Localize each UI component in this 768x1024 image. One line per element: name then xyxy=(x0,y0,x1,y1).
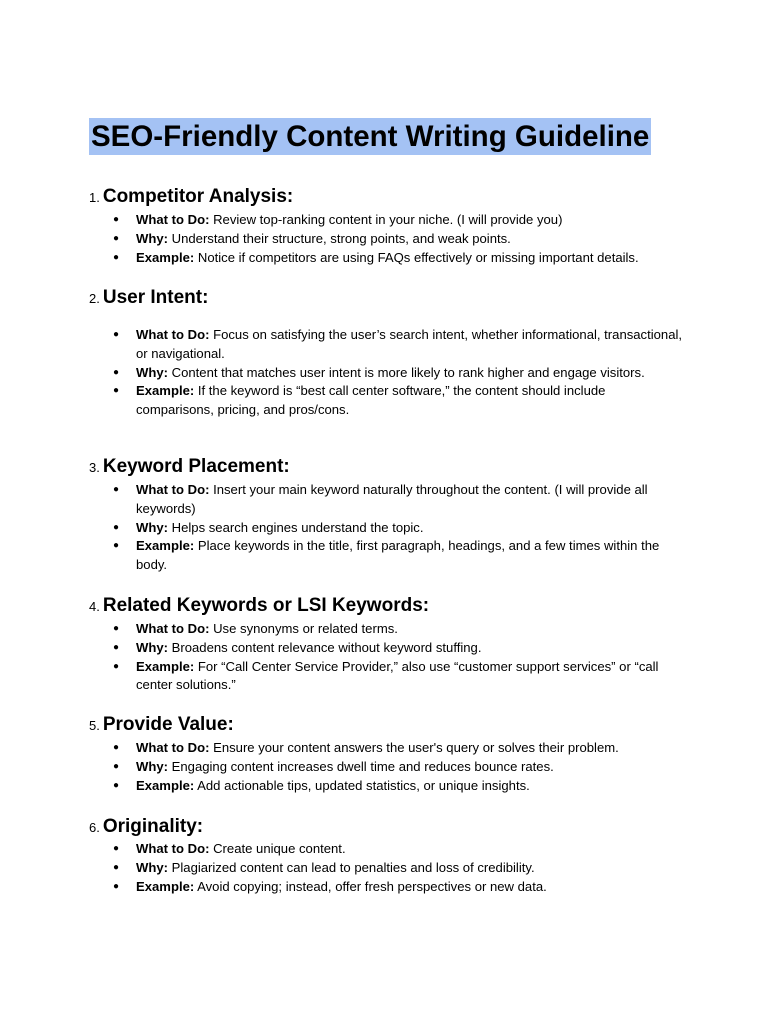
bullet-icon: ● xyxy=(113,641,120,653)
item-label: Example: xyxy=(136,777,195,793)
item-label: Example: xyxy=(136,249,195,265)
item-label: Why: xyxy=(136,519,168,535)
item-label: Example: xyxy=(136,538,195,554)
bullet-list xyxy=(0,481,768,575)
item-label: Why: xyxy=(136,230,168,246)
bullet-icon: ● xyxy=(113,760,120,772)
item-text: Create unique content. xyxy=(213,841,346,856)
list-item xyxy=(0,364,684,383)
item-label: What to Do: xyxy=(136,212,210,227)
item-text: Content that matches user intent is more likely to rank higher and engage visitors. xyxy=(171,364,645,380)
section-title: Provide Value: xyxy=(102,714,234,735)
section-number: 4. xyxy=(89,599,100,614)
bullet-icon: ● xyxy=(113,779,120,791)
item-label: Example: xyxy=(136,878,195,894)
section-heading xyxy=(89,713,234,737)
list-item xyxy=(0,840,684,859)
item-label: Why: xyxy=(136,859,168,875)
section-title: User Intent: xyxy=(102,287,209,308)
section-title: Related Keywords or LSI Keywords: xyxy=(102,595,430,616)
item-label: Why: xyxy=(136,639,168,655)
bullet-list xyxy=(0,739,768,795)
list-item xyxy=(0,537,684,575)
section-title: Keyword Placement: xyxy=(102,456,290,477)
list-item xyxy=(0,878,684,897)
section-title: Competitor Analysis: xyxy=(102,186,294,207)
section-number: 5. xyxy=(89,718,100,733)
list-item xyxy=(0,211,684,230)
list-item xyxy=(0,620,684,639)
section-number: 1. xyxy=(89,190,100,205)
list-item xyxy=(0,481,684,519)
bullet-icon: ● xyxy=(113,385,120,397)
list-item xyxy=(0,658,684,696)
item-label: What to Do: xyxy=(136,482,210,497)
item-text: If the keyword is “best call center software,” the content should include comparisons, pricing, and pros/cons. xyxy=(136,383,606,418)
item-label: What to Do: xyxy=(136,327,210,342)
section-heading xyxy=(89,185,293,209)
item-label: What to Do: xyxy=(136,740,210,755)
item-text: Place keywords in the title, first paragraph, headings, and a few times within the body. xyxy=(136,538,660,573)
item-label: What to Do: xyxy=(136,841,210,856)
item-text: Add actionable tips, updated statistics, or unique insights. xyxy=(197,777,530,793)
item-text: Review top-ranking content in your niche. (I will provide you) xyxy=(213,212,563,227)
bullet-icon: ● xyxy=(113,880,120,892)
bullet-icon: ● xyxy=(113,521,120,533)
item-text: Insert your main keyword naturally throughout the content. (I will provide all keywords) xyxy=(136,482,648,516)
bullet-list xyxy=(0,620,768,695)
list-item xyxy=(0,326,684,364)
list-item xyxy=(0,639,684,658)
section-number: 2. xyxy=(89,291,100,306)
item-label: Why: xyxy=(136,364,168,380)
item-text: Broadens content relevance without keyword stuffing. xyxy=(171,639,482,655)
section-number: 3. xyxy=(89,460,100,475)
section-heading xyxy=(89,286,208,310)
bullet-icon: ● xyxy=(113,660,120,672)
item-text: Ensure your content answers the user's query or solves their problem. xyxy=(213,740,619,755)
bullet-icon: ● xyxy=(113,329,120,340)
item-text: Helps search engines understand the topic. xyxy=(171,519,424,535)
list-item xyxy=(0,249,684,268)
item-label: Why: xyxy=(136,758,168,774)
list-item xyxy=(0,739,684,758)
bullet-icon: ● xyxy=(113,843,120,854)
item-text: Avoid copying; instead, offer fresh perspectives or new data. xyxy=(197,878,547,894)
list-item xyxy=(0,758,684,777)
bullet-icon: ● xyxy=(113,484,120,495)
list-item xyxy=(0,859,684,878)
section-title: Originality: xyxy=(102,816,204,837)
bullet-icon: ● xyxy=(113,366,120,378)
list-item xyxy=(0,382,684,420)
bullet-icon: ● xyxy=(113,742,120,753)
item-label: Example: xyxy=(136,658,195,674)
document-title: SEO-Friendly Content Writing Guideline xyxy=(91,120,650,153)
item-text: Plagiarized content can lead to penalties and loss of credibility. xyxy=(171,859,535,875)
bullet-icon: ● xyxy=(113,540,120,552)
list-item xyxy=(0,777,684,796)
list-item xyxy=(0,519,684,538)
bullet-icon: ● xyxy=(113,232,120,244)
list-item xyxy=(0,230,684,249)
bullet-list xyxy=(0,840,768,896)
section-number: 6. xyxy=(89,820,100,835)
bullet-icon: ● xyxy=(113,214,120,225)
item-text: For “Call Center Service Provider,” also use “customer support services” or “call center solutions.” xyxy=(136,658,659,693)
bullet-list xyxy=(0,326,768,420)
bullet-icon: ● xyxy=(113,251,120,263)
item-text: Understand their structure, strong points, and weak points. xyxy=(171,230,511,246)
item-label: What to Do: xyxy=(136,621,210,636)
section-heading xyxy=(89,594,429,618)
bullet-icon: ● xyxy=(113,623,120,634)
bullet-list xyxy=(0,211,768,267)
item-label: Example: xyxy=(136,383,195,399)
item-text: Notice if competitors are using FAQs effectively or missing important details. xyxy=(197,249,639,265)
section-heading xyxy=(89,815,203,839)
section-heading xyxy=(89,455,290,479)
item-text: Use synonyms or related terms. xyxy=(213,621,398,636)
bullet-icon: ● xyxy=(113,861,120,873)
item-text: Engaging content increases dwell time and reduces bounce rates. xyxy=(171,758,554,774)
item-text: Focus on satisfying the user’s search intent, whether informational, transactional, or navigational. xyxy=(136,327,683,361)
